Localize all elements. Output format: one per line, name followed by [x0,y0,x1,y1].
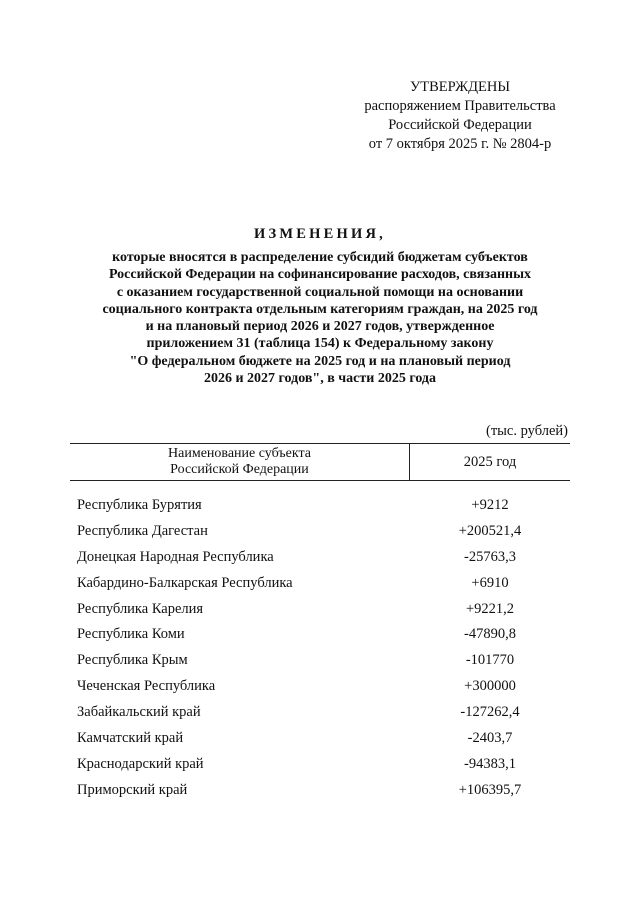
subtitle-line: которые вносятся в распределение субсидий бюджетам субъектов [112,250,528,265]
table-body [70,497,570,808]
table-row [70,497,570,523]
table-row [70,549,570,575]
column-header-subject [70,444,410,480]
table-row [70,575,570,601]
subject-name: Приморский край [77,781,188,798]
approval-line: УТВЕРЖДЕНЫ [409,79,511,95]
table-header [70,443,570,481]
subsidy-value: +300000 [464,678,516,695]
subsidy-value: -127262,4 [460,704,520,721]
subsidy-value: +6910 [471,574,509,591]
approval-line: от 7 октября 2025 г. № 2804-р [368,136,552,152]
subsidy-value: +9212 [471,497,509,513]
subtitle-line: и на плановый период 2026 и 2027 годов, утвержденное [145,319,495,335]
subject-name: Чеченская Республика [77,678,216,695]
subsidy-value: +200521,4 [458,522,522,539]
subtitle-line: 2026 и 2027 годов", в части 2025 года [203,371,437,387]
subsidy-value: +106395,7 [458,781,522,798]
table-row [70,523,570,549]
subsidy-value: -2403,7 [467,730,513,747]
subtitle-line: с оказанием государственной социальной помощи на основании [116,284,524,300]
subject-name: Камчатский край [77,730,184,747]
subtitle-line: Российской Федерации на софинансирование расходов, связанных [108,267,532,283]
table-row [70,704,570,730]
subject-name: Республика Карелия [77,600,204,617]
subject-name: Республика Коми [77,626,185,643]
subsidy-value: -47890,8 [464,626,516,643]
subsidy-value: +9221,2 [465,600,515,617]
table-row [70,730,570,756]
subsidy-table [70,443,570,798]
approval-line: Российской Федерации [388,117,532,133]
subject-name: Республика Крым [77,652,188,669]
subject-name: Республика Дагестан [77,522,208,539]
approval-stamp [330,78,590,154]
subtitle-line: приложением 31 (таблица 154) к Федеральному закону [146,336,494,352]
subject-name: Донецкая Народная Республика [77,548,274,565]
subsidy-value: -25763,3 [464,548,516,565]
document-subtitle [40,249,600,387]
subsidy-value: -101770 [465,652,515,669]
subject-name: Краснодарский край [77,755,204,772]
table-row [70,678,570,704]
table-row [70,601,570,627]
approval-line: распоряжением Правительства [364,98,556,114]
subject-name: Республика Бурятия [77,497,202,513]
table-row [70,626,570,652]
table-row [70,756,570,782]
subsidy-value: -94383,1 [464,755,516,772]
units-label: (тыс. рублей) [486,423,568,439]
document-title: ИЗМЕНЕНИЯ, [254,226,386,242]
header-name-line: Наименование субъекта [168,446,311,461]
subtitle-line: социального контракта отдельным категориям граждан, на 2025 год [102,301,538,317]
subtitle-line: "О федеральном бюджете на 2025 год и на плановый период [129,353,511,369]
column-header-year: 2025 год [463,453,517,470]
table-row [70,782,570,808]
table-row [70,652,570,678]
subject-name: Кабардино-Балкарская Республика [77,574,293,591]
header-name-line: Российской Федерации [170,462,309,477]
subject-name: Забайкальский край [77,704,201,721]
